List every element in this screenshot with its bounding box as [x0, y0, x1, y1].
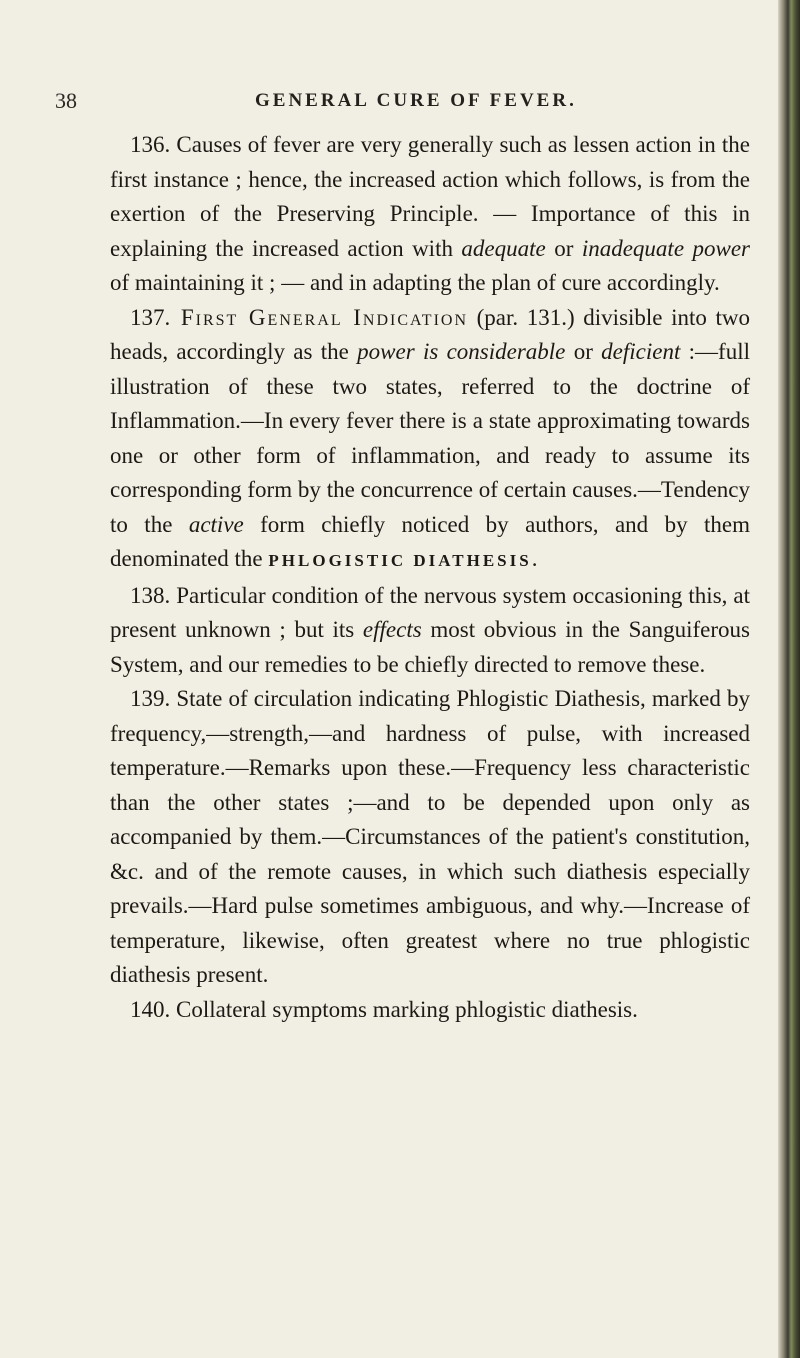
emphasis-text: active: [188, 511, 244, 537]
paragraph-138: [110, 579, 750, 683]
emphasis-text: power is considerable: [357, 339, 566, 364]
paragraph-139: [110, 682, 750, 993]
paragraph-text: most obvious in the Sanguiferous System, and our remedies to be chiefly directed to remove these.: [110, 617, 750, 677]
paragraph-140: [110, 993, 750, 1028]
running-title: GENERAL CURE OF FEVER.: [255, 90, 577, 111]
paragraph-text: Collateral symptoms marking phlogistic diathesis.: [170, 996, 638, 1022]
paragraph-text: of maintaining it ; — and in adapting the plan of cure accordingly.: [110, 270, 720, 295]
page-header: [55, 88, 740, 118]
paragraph-text: or: [565, 339, 602, 364]
paragraph-number: 137.: [130, 304, 171, 330]
paragraph-text: (par. 131.) divisible into two heads, accordingly as the: [110, 304, 751, 364]
paragraph-137: [110, 301, 750, 579]
paragraph-text: or: [545, 235, 582, 261]
caps-term: PHLOGISTIC DIATHESIS: [268, 551, 532, 570]
paragraph-136: [110, 128, 750, 301]
page-edge-shadow: [778, 0, 800, 1358]
paragraph-number: 140.: [130, 996, 171, 1022]
paragraph-text: Causes of fever are very generally such as lessen action in the first instance ; hence, the increased action which follows, is from the exertion of the Preserving Principle. — Importance of this in explaining the increased action with: [110, 132, 750, 261]
emphasis-text: deficient: [601, 339, 681, 364]
emphasis-text: adequate: [461, 235, 546, 261]
page-number: 38: [55, 88, 77, 113]
paragraph-number: 136.: [130, 132, 171, 157]
paragraph-text: .: [531, 546, 538, 571]
paragraph-number: 138.: [130, 582, 171, 608]
paragraph-text: form chiefly noticed by authors, and by them denominated the: [110, 511, 750, 571]
emphasis-text: effects: [362, 617, 422, 642]
body-text: [110, 128, 750, 1027]
emphasis-text: inadequate power: [581, 235, 750, 261]
paragraph-text: Particular condition of the nervous system occasioning this, at present unknown ; but its: [110, 582, 750, 642]
paragraph-text: :—full illustration of these two states, referred to the doctrine of Inflammation.—In every fever there is a state approximating towards one or other form of inflammation, and ready to assume its corresponding form by the concurrence of certain causes.—Tendency to the: [110, 339, 750, 537]
paragraph-text: State of circulation indicating Phlogistic Diathesis, marked by frequency,—strength,—and hardness of pulse, with increased temperature.—Remarks upon these.—Frequency less characteristic than the other states ;—and to be depended upon only as accompanied by them.—Circumstances of the patient's constitution, &c. and of the remote causes, in which such diathesis especially prevails.—Hard pulse sometimes ambiguous, and why.—Increase of temperature, likewise, often greatest where no true phlogistic diathesis present.: [110, 686, 750, 987]
section-heading: First General Indication: [170, 304, 469, 330]
paragraph-number: 139.: [130, 686, 171, 711]
